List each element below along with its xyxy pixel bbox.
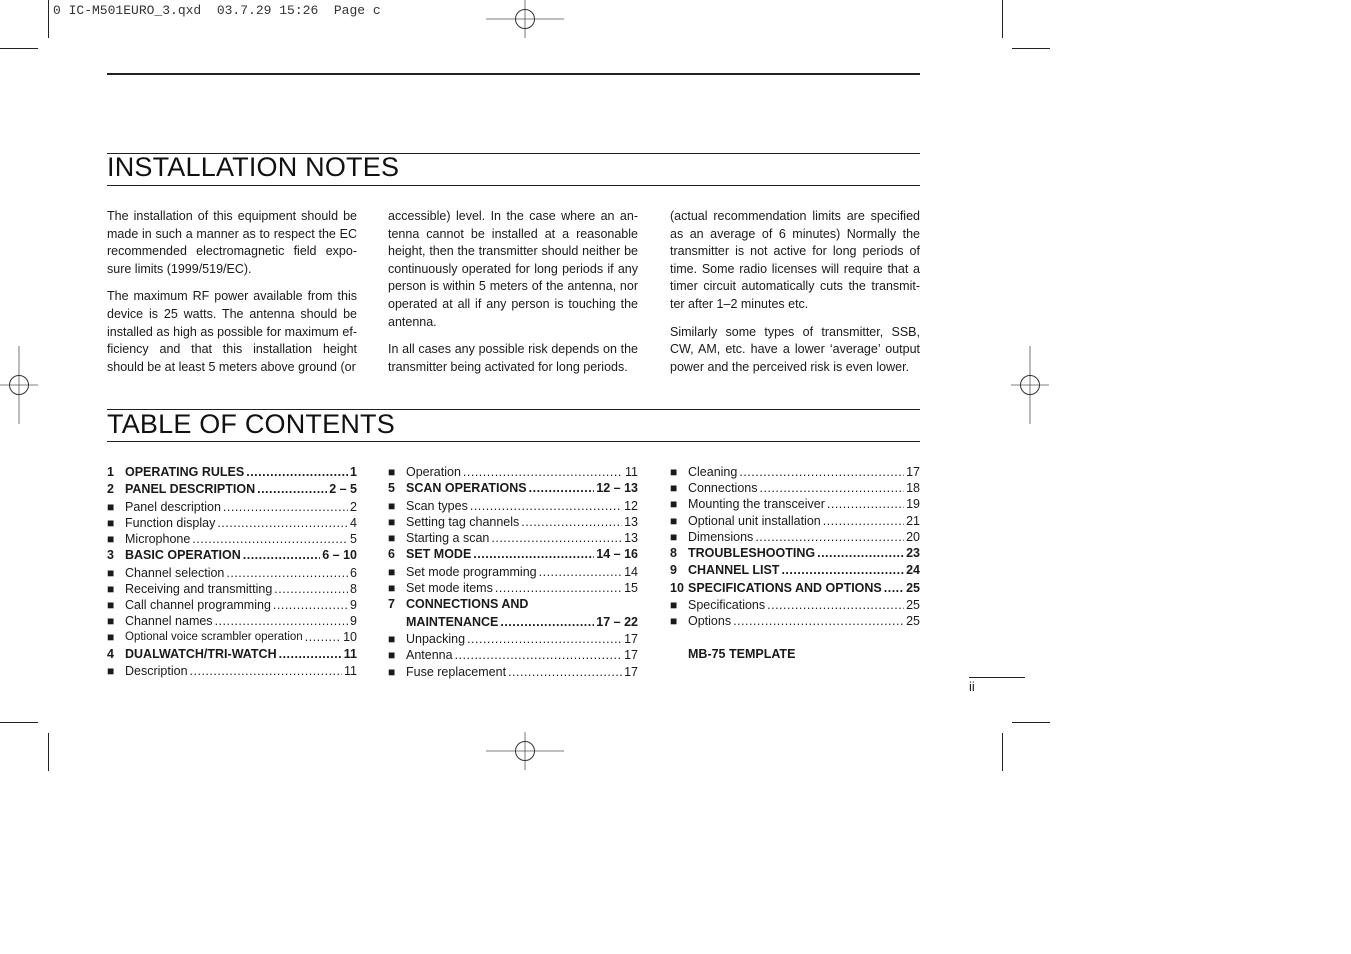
toc-page: 12: [624, 498, 638, 513]
toc-leader-dots: [217, 515, 348, 531]
toc-page: 10: [343, 630, 357, 645]
toc-label: Set mode items: [406, 580, 493, 595]
toc-leader-dots: [470, 498, 622, 514]
toc-entry: [388, 580, 638, 596]
bullet-square-icon: [388, 631, 406, 647]
toc-label: Dimensions: [688, 529, 754, 544]
toc-entry: [107, 663, 357, 679]
bullet-square-icon: [388, 564, 406, 580]
toc-leader-dots: [529, 480, 595, 497]
toc-page: 19: [906, 497, 920, 512]
toc-page: 14 – 16: [596, 547, 638, 562]
toc-leader-dots: [226, 565, 348, 581]
toc-page: 15: [624, 580, 638, 595]
toc-page: 8: [350, 581, 357, 596]
bullet-square-icon: [670, 480, 688, 496]
toc-label: Operation: [406, 464, 461, 479]
toc-entry: [388, 464, 638, 480]
toc-page: 11: [344, 664, 357, 679]
toc-page: 5: [350, 532, 357, 547]
toc-number: 4: [107, 646, 114, 661]
toc-col-1: [107, 464, 357, 679]
toc-page: 11: [343, 646, 357, 661]
toc-label: Antenna: [406, 648, 453, 663]
bullet-square-icon: [107, 613, 125, 629]
toc-entry: [107, 646, 357, 663]
bullet-square-icon: [670, 513, 688, 529]
toc-entry: [107, 481, 357, 498]
toc-leader-dots: [539, 564, 622, 580]
toc-label: Microphone: [125, 532, 191, 547]
toc-leader-dots: [273, 597, 348, 613]
toc-entry: [388, 498, 638, 514]
toc-label: SPECIFICATIONS AND OPTIONS: [688, 580, 882, 595]
paragraph: (actual recommendation limits are specified as an average of 6 minutes) Normally the transmitter is not active for long periods of time. Some radio licenses will require that a timer circuit automatically cuts the transmit-ter after 1–2 minutes etc.: [670, 209, 920, 311]
registration-mark-right: [1011, 346, 1051, 426]
bullet-square-icon: [107, 663, 125, 679]
bullet-square-icon: [670, 529, 688, 545]
toc-entry: [388, 480, 638, 497]
toc-page: 13: [624, 530, 638, 545]
toc-col-2: [388, 464, 638, 680]
toc-number: 2: [107, 482, 114, 497]
toc-leader-dots: [767, 597, 904, 613]
toc-entry: [670, 464, 920, 480]
toc-entry: [670, 545, 920, 562]
toc-number: 3: [107, 548, 114, 563]
toc-leader-dots: [733, 613, 904, 629]
page-number: ii: [969, 679, 975, 694]
installation-col-1: [107, 208, 357, 386]
toc-entry: [107, 565, 357, 581]
bullet-square-icon: [107, 629, 125, 645]
toc-label: DUALWATCH/TRI-WATCH: [125, 646, 277, 661]
toc-entry: [107, 581, 357, 597]
toc-label: Options: [688, 614, 732, 629]
toc-title: TABLE OF CONTENTS: [107, 409, 395, 439]
bullet-square-icon: [107, 499, 125, 515]
toc-label: MB-75 TEMPLATE: [688, 647, 796, 662]
toc-entry: [107, 464, 357, 481]
toc-label: Channel selection: [125, 565, 225, 580]
toc-number: 6: [388, 547, 395, 562]
toc-leader-dots: [467, 631, 622, 647]
toc-page: 17: [624, 648, 638, 663]
toc-entry: [670, 580, 920, 597]
toc-leader-dots: [257, 481, 327, 498]
toc-entry: [388, 530, 638, 546]
toc-leader-dots: [781, 562, 904, 579]
toc-label: MAINTENANCE: [406, 615, 499, 630]
toc-leader-dots: [463, 464, 623, 480]
toc-label: Channel names: [125, 614, 213, 629]
toc-label: OPERATING RULES: [125, 464, 245, 479]
toc-entry: [107, 499, 357, 515]
toc-entry: [388, 647, 638, 663]
toc-entry: [670, 597, 920, 613]
toc-label: Connections: [688, 481, 758, 496]
toc-entry: [107, 547, 357, 564]
toc-page: 25: [906, 580, 920, 595]
toc-page: 4: [350, 515, 357, 530]
installation-col-2: [388, 208, 638, 386]
toc-entry: [670, 646, 920, 663]
toc-page: 14: [624, 564, 638, 579]
toc-leader-dots: [755, 529, 904, 545]
bullet-square-icon: [107, 565, 125, 581]
toc-number: 8: [670, 545, 677, 560]
toc-rule-bottom: [107, 441, 920, 442]
toc-page: 9: [350, 598, 357, 613]
toc-entry: [388, 514, 638, 530]
toc-page: 18: [906, 481, 920, 496]
toc-entry: [670, 513, 920, 529]
toc-label: Mounting the transceiver: [688, 497, 825, 512]
toc-leader-dots: [215, 613, 348, 629]
toc-label: Receiving and transmitting: [125, 581, 273, 596]
toc-page: 23: [906, 545, 920, 560]
toc-label: Optional unit installation: [688, 513, 821, 528]
bullet-square-icon: [388, 514, 406, 530]
toc-label: SCAN OPERATIONS: [406, 481, 527, 496]
bullet-square-icon: [670, 496, 688, 512]
bullet-square-icon: [388, 498, 406, 514]
toc-page: 24: [906, 563, 920, 578]
toc-leader-dots: [508, 664, 622, 680]
toc-leader-dots: [455, 647, 623, 663]
toc-page: 6: [350, 565, 357, 580]
toc-entry: [388, 631, 638, 647]
registration-mark-top: [486, 0, 566, 40]
paragraph: The installation of this equipment should be made in such a manner as to respect the EC recommended electromagnetic field expo-sure limits (1999/519/EC).: [107, 209, 357, 276]
toc-entry: [388, 664, 638, 680]
toc-leader-dots: [223, 499, 348, 515]
toc-label: SET MODE: [406, 547, 472, 562]
bullet-square-icon: [107, 597, 125, 613]
toc-entry: [388, 564, 638, 580]
toc-label: Function display: [125, 515, 216, 530]
toc-leader-dots: [827, 496, 904, 512]
toc-label: Call channel programming: [125, 598, 271, 613]
bullet-square-icon: [670, 597, 688, 613]
toc-col-3: [670, 464, 920, 664]
paragraph: accessible) level. In the case where an an-tenna cannot be installed at a reasonable height, then the transmitter should neither be continuously operated for long periods if any person is within 5 meters of the antenna, nor operated at all if any person is touching the antenna.: [388, 209, 638, 329]
toc-leader-dots: [760, 480, 905, 496]
toc-label: Cleaning: [688, 464, 738, 479]
top-rule: [107, 73, 920, 75]
bullet-square-icon: [107, 515, 125, 531]
toc-entry: [107, 597, 357, 613]
toc-number: 10: [670, 580, 684, 595]
toc-entry: [107, 613, 357, 629]
toc-leader-dots: [274, 581, 348, 597]
toc-leader-dots: [305, 629, 341, 645]
toc-page: 25: [906, 614, 920, 629]
toc-label: CHANNEL LIST: [688, 563, 780, 578]
bullet-square-icon: [388, 647, 406, 663]
bullet-square-icon: [670, 613, 688, 629]
toc-page: 17: [624, 664, 638, 679]
toc-leader-dots: [521, 514, 622, 530]
toc-page: 12 – 13: [596, 481, 638, 496]
toc-label: Scan types: [406, 498, 468, 513]
toc-leader-dots: [190, 663, 342, 679]
page-number-rule: [969, 677, 1025, 678]
toc-number: 1: [107, 464, 114, 479]
toc-entry: [107, 531, 357, 547]
toc-page: 21: [906, 513, 920, 528]
toc-leader-dots: [495, 580, 622, 596]
toc-label: Setting tag channels: [406, 514, 520, 529]
toc-page: 2 – 5: [329, 482, 357, 497]
toc-leader-dots: [817, 545, 904, 562]
toc-label: TROUBLESHOOTING: [688, 545, 816, 560]
toc-leader-dots: [473, 546, 594, 563]
toc-leader-dots: [279, 646, 342, 663]
installation-col-3: [670, 208, 920, 386]
installation-title: INSTALLATION NOTES: [107, 152, 400, 182]
paragraph: Similarly some types of transmitter, SSB, CW, AM, etc. have a lower ‘average’ output power and the perceived risk is even lower.: [670, 324, 920, 374]
toc-spacer: [670, 629, 920, 646]
toc-number: 9: [670, 563, 677, 578]
toc-entry: [670, 496, 920, 512]
bullet-square-icon: [670, 464, 688, 480]
toc-label: Starting a scan: [406, 530, 490, 545]
toc-leader-dots: [246, 464, 348, 481]
toc-entry: [388, 546, 638, 563]
toc-entry: [107, 515, 357, 531]
toc-page: 2: [350, 499, 357, 514]
toc-page: 1: [350, 464, 357, 479]
toc-page: 9: [350, 614, 357, 629]
toc-entry: [670, 562, 920, 579]
toc-number: 5: [388, 481, 395, 496]
bullet-square-icon: [388, 464, 406, 480]
bullet-square-icon: [107, 581, 125, 597]
toc-page: 17 – 22: [596, 615, 638, 630]
print-slug: 0 IC-M501EURO_3.qxd 03.7.29 15:26 Page c: [53, 3, 381, 18]
toc-entry: [670, 480, 920, 496]
toc-entry: [670, 529, 920, 545]
toc-leader-dots: [243, 547, 320, 564]
toc-leader-dots: [884, 580, 904, 597]
toc-label: Unpacking: [406, 632, 466, 647]
toc-label: BASIC OPERATION: [125, 548, 241, 563]
toc-entry: [107, 629, 357, 645]
bullet-square-icon: [388, 664, 406, 680]
toc-leader-dots: [192, 531, 348, 547]
toc-label: Set mode programming: [406, 564, 537, 579]
toc-leader-dots: [823, 513, 904, 529]
toc-number: 7: [388, 596, 395, 611]
registration-mark-left: [0, 346, 40, 426]
toc-leader-dots: [500, 613, 594, 631]
toc-label: CONNECTIONS AND: [406, 596, 529, 611]
toc-leader-dots: [491, 530, 622, 546]
toc-label: Fuse replacement: [406, 664, 507, 679]
toc-page: 25: [906, 598, 920, 613]
toc-label: Panel description: [125, 499, 221, 514]
paragraph: The maximum RF power available from this device is 25 watts. The antenna should be installed as high as possible for maximum ef-ficiency and that this installation height should be at least 5 meters above ground (or: [107, 289, 357, 374]
registration-mark-bottom: [486, 732, 566, 772]
toc-page: 17: [624, 632, 638, 647]
toc-label: Description: [125, 664, 188, 679]
bullet-square-icon: [388, 580, 406, 596]
bullet-square-icon: [107, 531, 125, 547]
toc-label: PANEL DESCRIPTION: [125, 482, 256, 497]
toc-page: 6 – 10: [322, 548, 357, 563]
toc-label: Optional voice scrambler operation: [125, 631, 303, 644]
toc-entry: [670, 613, 920, 629]
installation-rule-bottom: [107, 185, 920, 186]
toc-page: 17: [906, 464, 920, 479]
toc-entry: [388, 613, 638, 631]
bullet-square-icon: [388, 530, 406, 546]
toc-leader-dots: [739, 464, 904, 480]
toc-page: 11: [625, 464, 638, 479]
toc-label: Specifications: [688, 598, 766, 613]
toc-entry: [388, 596, 638, 613]
paragraph: In all cases any possible risk depends on the transmitter being activated for long periods.: [388, 342, 638, 374]
toc-page: 20: [906, 529, 920, 544]
toc-page: 13: [624, 514, 638, 529]
